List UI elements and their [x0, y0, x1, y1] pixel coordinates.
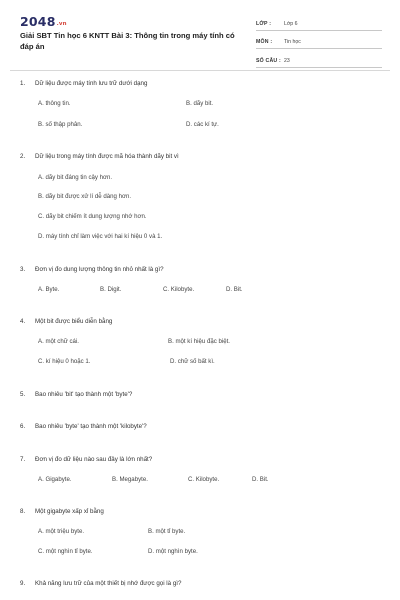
- option: C. Kilobyte.: [188, 476, 220, 483]
- meta-panel: [256, 14, 382, 70]
- option: A. một chữ cái.: [38, 338, 79, 345]
- option: A. Gigabyte.: [38, 476, 72, 483]
- option: D. máy tính chỉ làm việc với hai kí hiệu 0 và 1.: [38, 233, 163, 240]
- option: C. một nghìn tỉ byte.: [38, 548, 93, 555]
- meta-value: 23: [284, 57, 290, 64]
- option: B. Digit.: [100, 286, 122, 293]
- option: C. dãy bit chiếm ít dung lượng nhớ hơn.: [38, 213, 147, 220]
- option: A. một triệu byte.: [38, 528, 85, 535]
- meta-value: Lớp 6: [284, 20, 298, 27]
- question-9: [20, 580, 181, 587]
- option: D. Bit.: [226, 286, 243, 293]
- option: B. số thập phân.: [38, 121, 83, 128]
- option: A. Byte.: [38, 286, 60, 293]
- site-logo[interactable]: [20, 14, 67, 29]
- question-number: 6.: [20, 423, 26, 430]
- question-text: Một bit được biểu diễn bằng: [35, 318, 113, 325]
- meta-row-class: [256, 14, 382, 31]
- option: C. Kilobyte.: [163, 286, 195, 293]
- question-3: [20, 266, 164, 273]
- option: D. các kí tự.: [186, 121, 219, 128]
- option: D. một nghìn byte.: [148, 548, 198, 555]
- question-8: [20, 508, 104, 515]
- option: C. kí hiệu 0 hoặc 1.: [38, 358, 91, 365]
- question-1: [20, 80, 147, 87]
- option: D. Bit.: [252, 476, 269, 483]
- header-divider: [10, 70, 390, 71]
- option: B. dãy bit được xử lí dễ dàng hơn.: [38, 193, 132, 200]
- question-text: Bao nhiêu 'byte' tạo thành một 'kilobyte'?: [35, 423, 147, 430]
- question-7: [20, 456, 152, 463]
- question-number: 5.: [20, 391, 26, 398]
- meta-value: Tin học: [284, 39, 301, 45]
- option: B. Megabyte.: [112, 476, 148, 483]
- question-number: 1.: [20, 80, 26, 87]
- option: A. dãy bit đáng tin cậy hơn.: [38, 174, 113, 181]
- logo-suffix: .vn: [56, 21, 67, 27]
- logo-text: 2048: [20, 14, 56, 29]
- question-number: 2.: [20, 153, 26, 160]
- question-2: [20, 153, 179, 160]
- question-6: [20, 423, 147, 430]
- question-5: [20, 391, 132, 398]
- option: B. một kí hiệu đặc biệt.: [168, 338, 230, 345]
- meta-key: LỚP :: [256, 20, 272, 27]
- question-text: Khả năng lưu trữ của một thiết bị nhớ được gọi là gì?: [35, 580, 182, 587]
- question-text: Dữ liệu trong máy tính được mã hóa thành dãy bit vì: [35, 153, 179, 160]
- question-4: [20, 318, 112, 325]
- document-title: Giải SBT Tin học 6 KNTT Bài 3: Thông tin trong máy tính có đáp án: [20, 31, 235, 51]
- question-number: 7.: [20, 456, 26, 463]
- question-number: 3.: [20, 266, 26, 273]
- question-text: Dữ liệu được máy tính lưu trữ dưới dạng: [35, 80, 148, 87]
- meta-key: SỐ CÂU :: [256, 57, 281, 64]
- option: D. chữ số bất kì.: [170, 358, 215, 365]
- question-number: 9.: [20, 580, 26, 587]
- meta-row-subject: [256, 33, 382, 50]
- option: A. thông tin.: [38, 100, 71, 107]
- option: B. một tỉ byte.: [148, 528, 186, 535]
- question-number: 4.: [20, 318, 26, 325]
- question-text: Bao nhiêu 'bit' tạo thành một 'byte'?: [35, 391, 133, 398]
- question-text: Đơn vị đo dữ liệu nào sau đây là lớn nhất?: [35, 456, 153, 463]
- meta-key: MÔN :: [256, 39, 273, 45]
- question-text: Một gigabyte xấp xỉ bằng: [35, 508, 104, 515]
- question-text: Đơn vị đo dung lượng thông tin nhỏ nhất là gì?: [35, 266, 164, 273]
- option: B. dãy bit.: [186, 100, 214, 107]
- meta-row-count: [256, 51, 382, 68]
- question-number: 8.: [20, 508, 26, 515]
